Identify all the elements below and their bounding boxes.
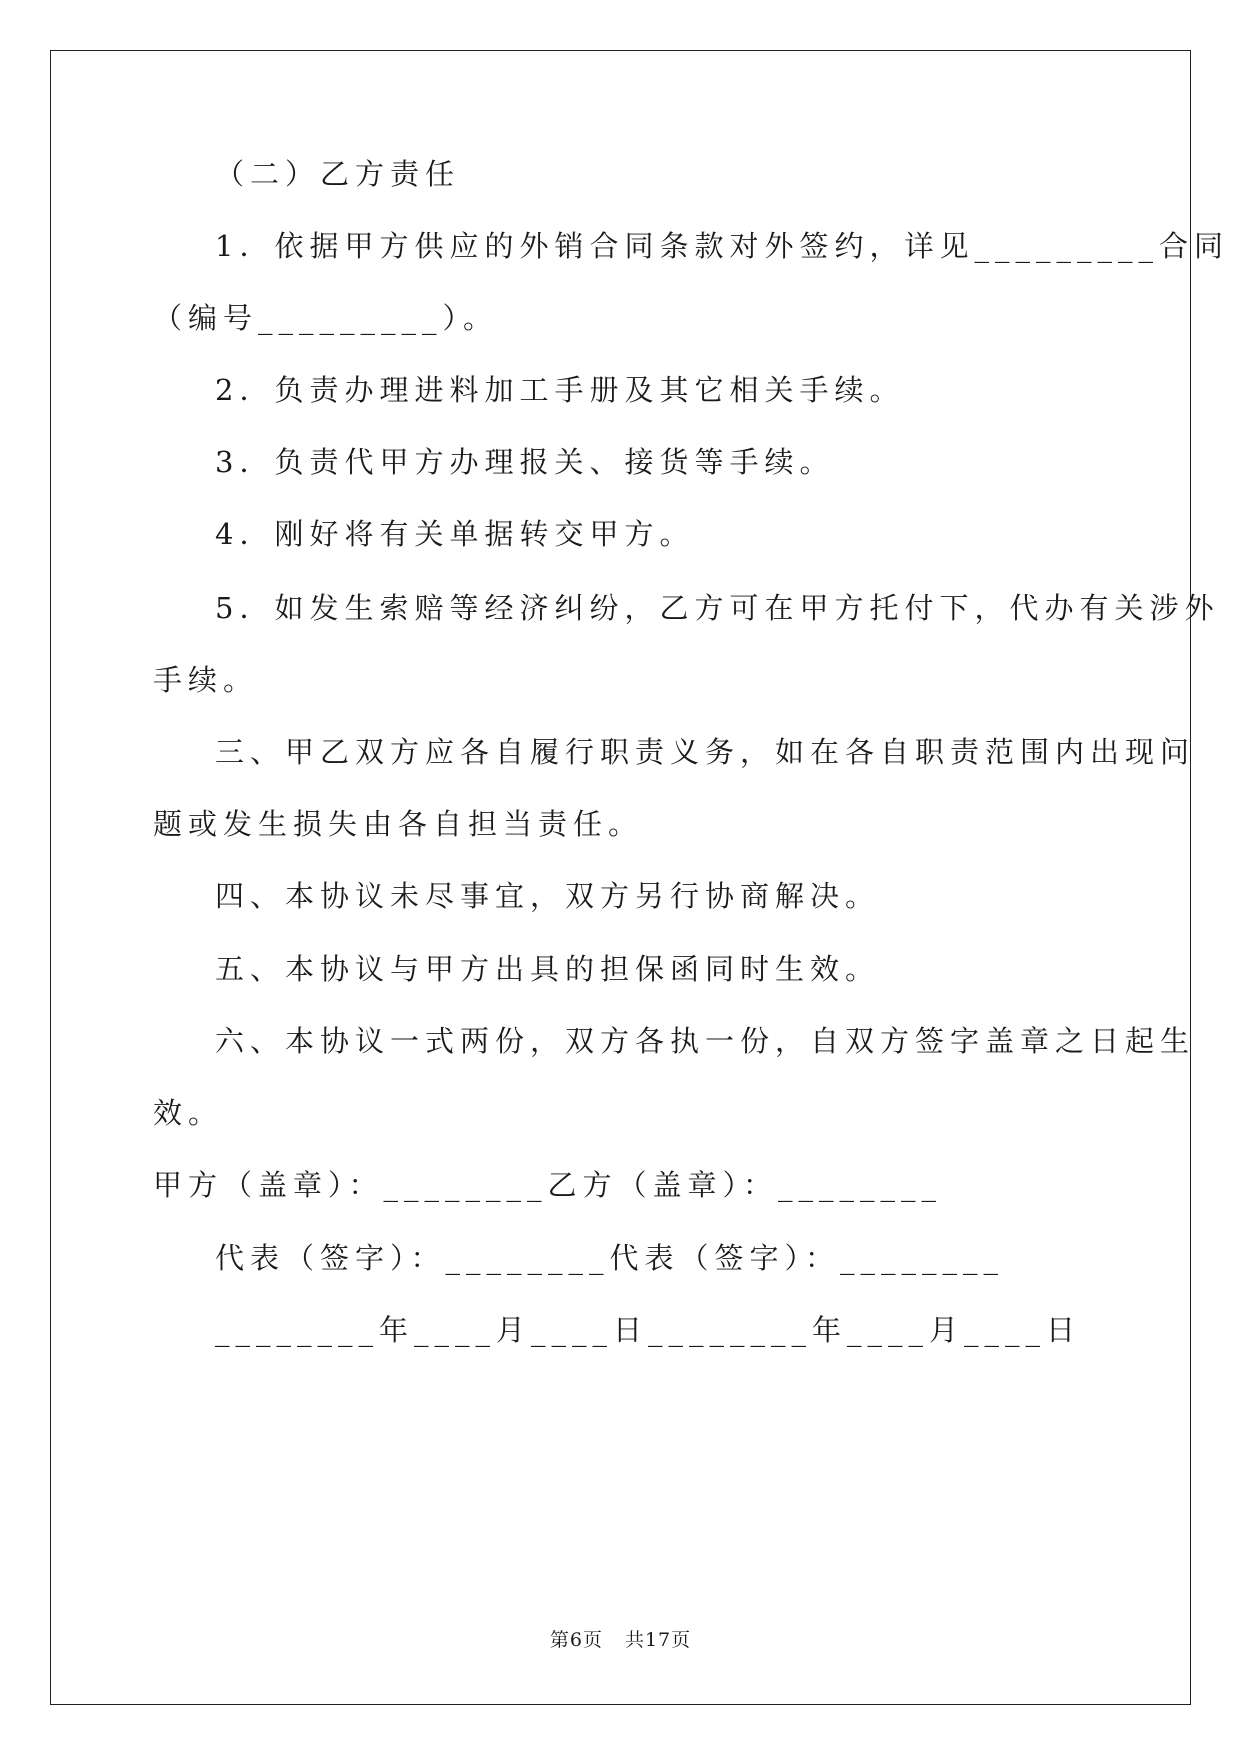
article-5: 五、本协议与甲方出具的担保函同时生效。 — [215, 952, 881, 986]
clause-3: 3．负责代甲方办理报关、接货等手续。 — [215, 445, 835, 479]
clause-5-line-1: 5．如发生索赔等经济纠纷，乙方可在甲方托付下，代办有关涉外 — [215, 591, 1220, 625]
clause-5-line-2: 手续。 — [153, 663, 259, 697]
clause-2: 2．负责办理进料加工手册及其它相关手续。 — [215, 373, 905, 407]
article-6-line-2: 效。 — [153, 1096, 224, 1130]
current-page-number: 第6页 — [549, 1629, 603, 1651]
article-3-line-1: 三、甲乙双方应各自履行职责义务，如在各自职责范围内出现问 — [215, 735, 1196, 769]
clause-1-line-1: 1．依据甲方供应的外销合同条款对外签约，详见_________合同 — [215, 229, 1229, 263]
clause-4: 4．刚好将有关单据转交甲方。 — [215, 517, 695, 551]
page-footer — [0, 1625, 1241, 1652]
date-line: ________年____月____日________年____月____日 — [215, 1313, 1082, 1347]
total-page-count: 共17页 — [624, 1629, 692, 1651]
article-3-line-2: 题或发生损失由各自担当责任。 — [153, 807, 644, 841]
article-4: 四、本协议未尽事宜，双方另行协商解决。 — [215, 879, 881, 913]
page-border — [50, 50, 1191, 1705]
seal-line: 甲方（盖章）：________乙方（盖章）：________ — [153, 1168, 943, 1202]
section-heading-party-b-duties: （二）乙方责任 — [215, 157, 461, 191]
article-6-line-1: 六、本协议一式两份，双方各执一份，自双方签字盖章之日起生 — [215, 1024, 1196, 1058]
signature-line: 代表（签字）：________代表（签字）：________ — [215, 1241, 1005, 1275]
clause-1-line-2: （编号_________）。 — [153, 301, 499, 335]
